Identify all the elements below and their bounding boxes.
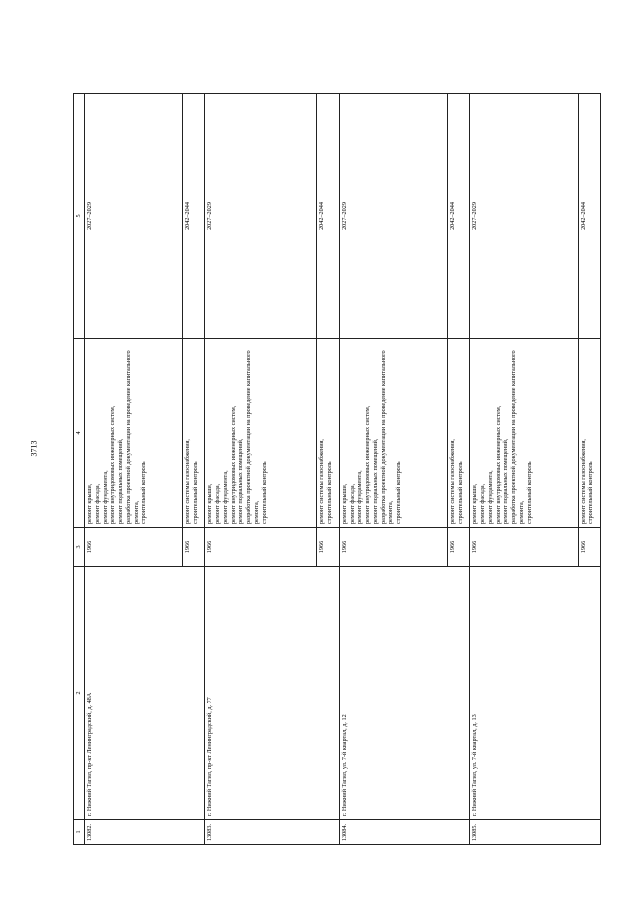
row-number: 13084. [339, 820, 470, 845]
works-cell: ремонт системы газоснабжения, строительный контроль [182, 339, 204, 528]
year-cell: 1966 [317, 528, 339, 567]
column-header-5: 5 [74, 94, 85, 339]
address-cell: г. Нижний Тагил, пр-кт Ленинградский, д. 77 [205, 567, 340, 820]
works-cell: ремонт системы газоснабжения, строительный контроль [448, 339, 470, 528]
period-cell: 2042–2044 [182, 94, 204, 339]
row-number: 13082. [85, 820, 205, 845]
column-header-4: 4 [74, 339, 85, 528]
period-cell: 2042–2044 [317, 94, 339, 339]
year-cell: 1966 [85, 528, 183, 567]
table-row [339, 94, 447, 845]
column-number-row [74, 94, 85, 845]
period-cell: 2027–2029 [205, 94, 317, 339]
table-row [205, 94, 317, 845]
table-row [85, 94, 183, 845]
page-number: 3713 [29, 440, 39, 457]
row-number: 13085. [470, 820, 601, 845]
period-cell: 2042–2044 [448, 94, 470, 339]
table-row [470, 94, 578, 845]
row-number: 13083. [205, 820, 340, 845]
period-cell: 2027–2029 [470, 94, 578, 339]
works-cell: ремонт крыши, ремонт фасада, ремонт фундамента, ремонт внутридомовых инженерных систем, ремонт подвальных помещений, разработка проектной документации на проведение капитального ремонта, строительный контроль [470, 339, 578, 528]
works-cell: ремонт системы газоснабжения, строительный контроль [578, 339, 600, 528]
works-cell: ремонт крыши, ремонт фасада, ремонт фундамента, ремонт внутридомовых инженерных систем, ремонт подвальных помещений, разработка проектной документации на проведение капитального ремонта, строительный контроль [85, 339, 183, 528]
year-cell: 1966 [578, 528, 600, 567]
rotated-table-container [73, 93, 601, 845]
period-cell: 2042–2044 [578, 94, 600, 339]
period-cell: 2027–2029 [339, 94, 447, 339]
address-cell: г. Нижний Тагил, ул. 7-й квартал, д. 13 [470, 567, 601, 820]
works-cell: ремонт системы газоснабжения, строительный контроль [317, 339, 339, 528]
column-header-1: 1 [74, 820, 85, 845]
year-cell: 1966 [448, 528, 470, 567]
repair-schedule-table [73, 93, 601, 845]
works-cell: ремонт крыши, ремонт фасада, ремонт фундамента, ремонт внутридомовых инженерных систем, ремонт подвальных помещений, разработка проектной документации на проведение капитального ремонта, строительный контроль [205, 339, 317, 528]
year-cell: 1966 [339, 528, 447, 567]
period-cell: 2027–2029 [85, 94, 183, 339]
works-cell: ремонт крыши, ремонт фасада, ремонт фундамента, ремонт внутридомовых инженерных систем, ремонт подвальных помещений, разработка проектной документации на проведение капитального ремонта, строительный контроль [339, 339, 447, 528]
year-cell: 1966 [470, 528, 578, 567]
address-cell: г. Нижний Тагил, ул. 7-й квартал, д. 12 [339, 567, 470, 820]
year-cell: 1966 [182, 528, 204, 567]
year-cell: 1966 [205, 528, 317, 567]
column-header-3: 3 [74, 528, 85, 567]
address-cell: г. Нижний Тагил, пр-кт Ленинградский, д. 48А [85, 567, 205, 820]
column-header-2: 2 [74, 567, 85, 820]
